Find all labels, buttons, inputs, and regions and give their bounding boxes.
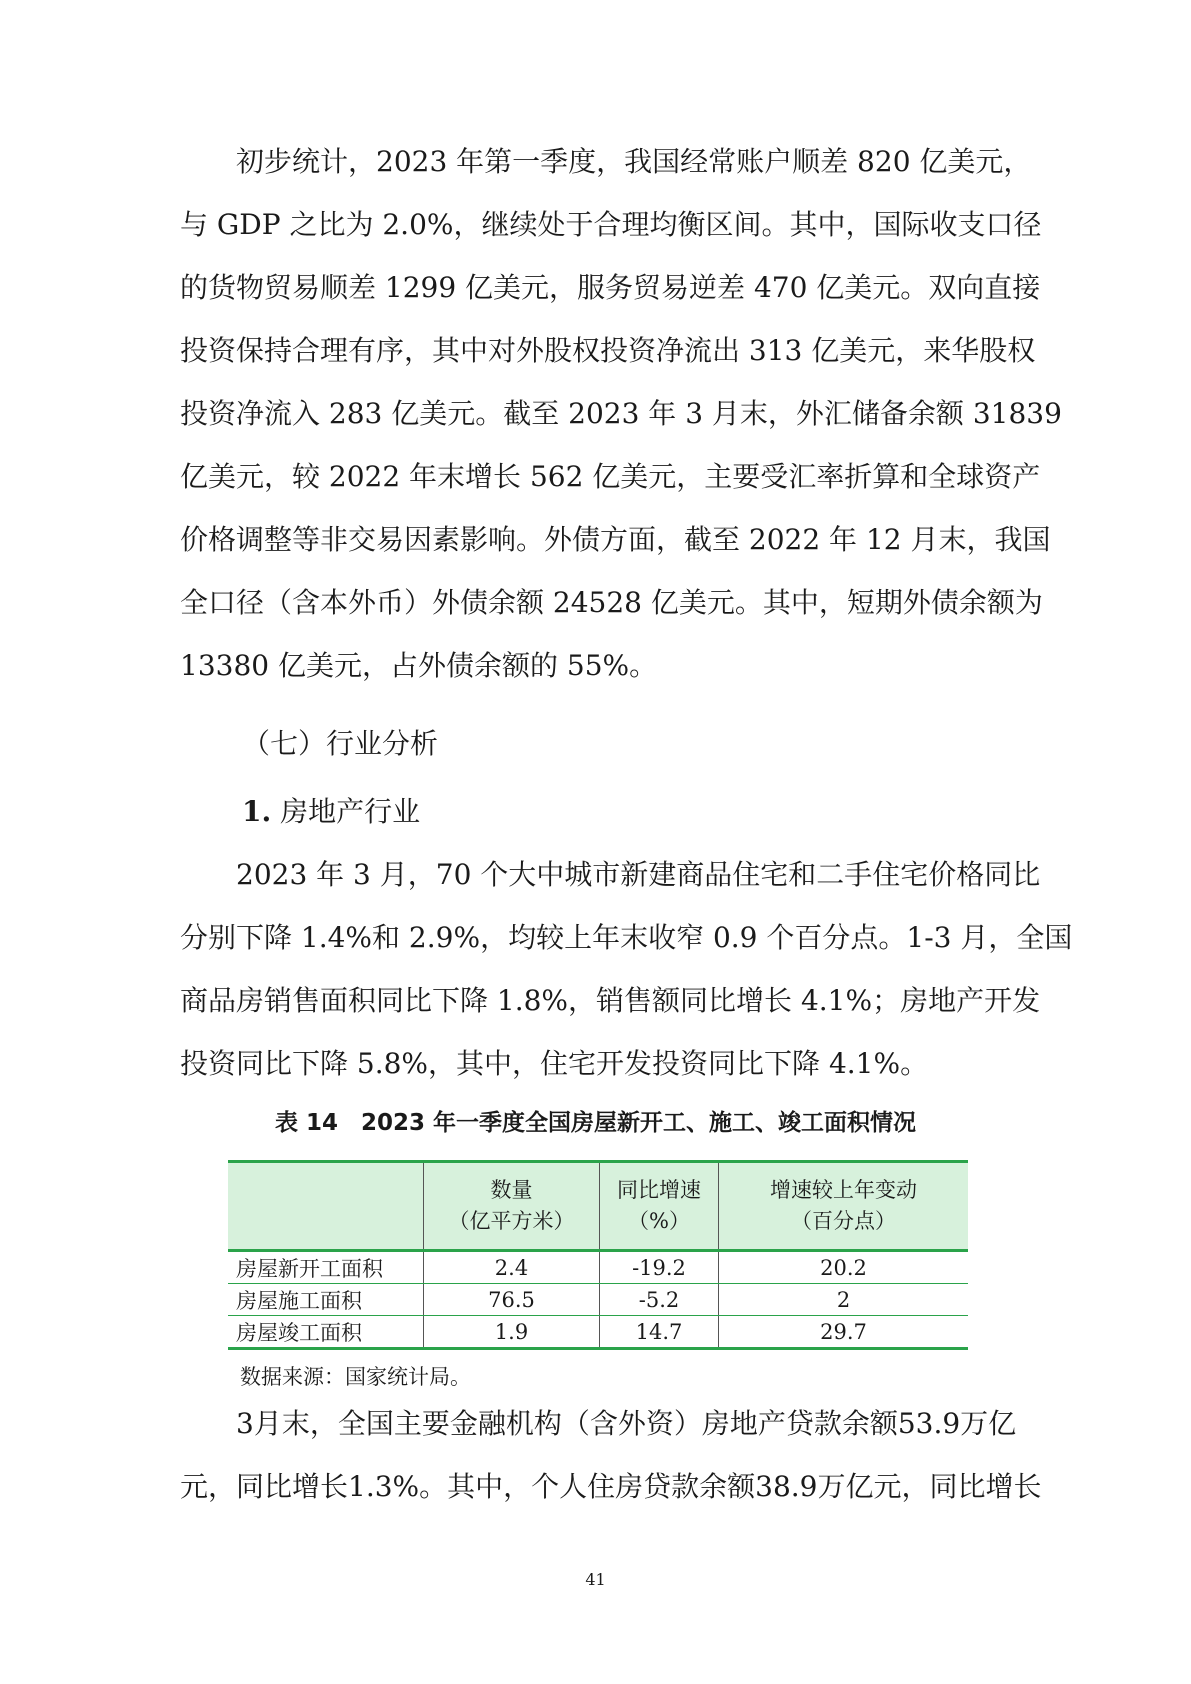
header-line: 增速较上年变动 — [770, 1178, 917, 1202]
table-row — [228, 1284, 968, 1316]
cell-quantity: 76.5 — [424, 1284, 600, 1316]
header-cell-quantity — [424, 1162, 600, 1251]
text-line: 与 GDP 之比为 2.0%，继续处于合理均衡区间。其中，国际收支口径 — [180, 208, 1042, 241]
cell-yoy: -19.2 — [600, 1251, 719, 1284]
table-row — [228, 1251, 968, 1284]
text-line: 初步统计，2023 年第一季度，我国经常账户顺差 820 亿美元， — [180, 145, 1032, 178]
row-label: 房屋施工面积 — [228, 1284, 424, 1316]
paragraph-real-estate-loans — [180, 1392, 1042, 1518]
header-cell-change — [719, 1162, 969, 1251]
page-number: 41 — [585, 1570, 606, 1589]
cell-yoy: 14.7 — [600, 1316, 719, 1349]
subsection-title: 房地产行业 — [280, 795, 421, 828]
row-label: 房屋新开工面积 — [228, 1251, 424, 1284]
cell-change: 20.2 — [719, 1251, 969, 1284]
paragraph-real-estate — [180, 843, 1073, 1095]
cell-quantity: 1.9 — [424, 1316, 600, 1349]
header-cell-yoy — [600, 1162, 719, 1251]
header-line: 数量 — [490, 1178, 533, 1202]
table-title: 表 14 2023 年一季度全国房屋新开工、施工、竣工面积情况 — [274, 1110, 917, 1136]
text-line: 价格调整等非交易因素影响。外债方面，截至 2022 年 12 月末，我国 — [180, 523, 1051, 556]
cell-change: 2 — [719, 1284, 969, 1316]
text-line: 投资同比下降 5.8%，其中，住宅开发投资同比下降 4.1%。 — [180, 1047, 929, 1080]
subsection-heading — [242, 792, 420, 832]
subsection-number: 1. — [242, 795, 272, 828]
text-line: 元，同比增长1.3%。其中，个人住房贷款余额38.9万亿元，同比增长 — [180, 1470, 1042, 1503]
section-heading: （七）行业分析 — [242, 727, 439, 760]
table-header-row — [228, 1162, 968, 1251]
text-line: 13380 亿美元，占外债余额的 55%。 — [180, 649, 658, 682]
cell-quantity: 2.4 — [424, 1251, 600, 1284]
text-line: 商品房销售面积同比下降 1.8%，销售额同比增长 4.1%；房地产开发 — [180, 984, 1041, 1017]
header-line: （%） — [628, 1209, 690, 1233]
table-source-note: 数据来源：国家统计局。 — [240, 1365, 471, 1389]
header-line: （百分点） — [791, 1209, 896, 1233]
text-line: 亿美元，较 2022 年末增长 562 亿美元，主要受汇率折算和全球资产 — [180, 460, 1041, 493]
row-label: 房屋竣工面积 — [228, 1316, 424, 1349]
cell-change: 29.7 — [719, 1316, 969, 1349]
header-line: 同比增速 — [617, 1178, 701, 1202]
housing-area-table — [228, 1160, 968, 1350]
text-line: 分别下降 1.4%和 2.9%，均较上年末收窄 0.9 个百分点。1-3 月，全国 — [180, 921, 1073, 954]
header-cell-empty — [228, 1162, 424, 1251]
cell-yoy: -5.2 — [600, 1284, 719, 1316]
text-line: 3月末，全国主要金融机构（含外资）房地产贷款余额53.9万亿 — [180, 1407, 1017, 1440]
text-line: 2023 年 3 月，70 个大中城市新建商品住宅和二手住宅价格同比 — [180, 858, 1041, 891]
header-line: （亿平方米） — [448, 1209, 575, 1233]
text-line: 的货物贸易顺差 1299 亿美元，服务贸易逆差 470 亿美元。双向直接 — [180, 271, 1041, 304]
text-line: 全口径（含本外币）外债余额 24528 亿美元。其中，短期外债余额为 — [180, 586, 1043, 619]
text-line: 投资净流入 283 亿美元。截至 2023 年 3 月末，外汇储备余额 31839 — [180, 397, 1062, 430]
text-line: 投资保持合理有序，其中对外股权投资净流出 313 亿美元，来华股权 — [180, 334, 1036, 367]
paragraph-balance-of-payments — [180, 130, 1062, 697]
table-row — [228, 1316, 968, 1349]
